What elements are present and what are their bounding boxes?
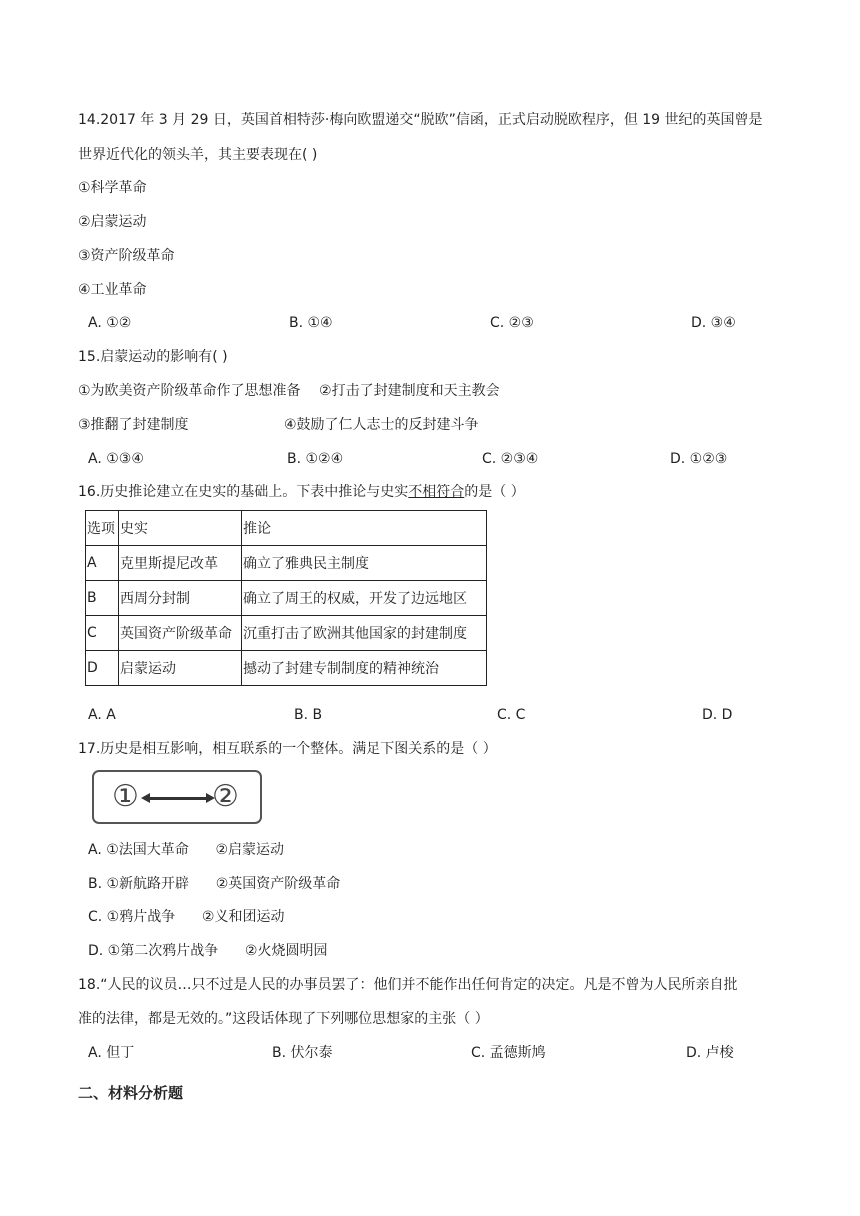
table-cell: 克里斯提尼改革 [119, 546, 242, 581]
table-cell: C [86, 616, 119, 651]
diagram-node-2: ② [212, 779, 239, 814]
q15-item-3: ③推翻了封建制度 [78, 417, 189, 433]
q16-option-d[interactable]: D. D [702, 707, 733, 723]
q16-table [85, 510, 487, 686]
q15-options [88, 449, 788, 469]
table-header-cell: 史实 [119, 511, 242, 546]
q14-stem-line1: 14.2017 年 3 月 29 日，英国首相特莎·梅向欧盟递交“脱欧”信函，正式启动脱欧程序，但 19 世纪的英国曾是 [78, 112, 763, 128]
table-row [86, 651, 487, 686]
table-header-cell: 推论 [242, 511, 487, 546]
table-cell: 确立了雅典民主制度 [242, 546, 487, 581]
q15-option-d[interactable]: D. ①②③ [670, 451, 728, 467]
section-heading: 二、材料分析题 [78, 1084, 184, 1102]
table-cell: 西周分封制 [119, 581, 242, 616]
q14-option-a[interactable]: A. ①② [88, 315, 132, 331]
q15-option-b[interactable]: B. ①②④ [287, 451, 344, 467]
q14-option-b[interactable]: B. ①④ [289, 315, 333, 331]
q14-stem-line2: 世界近代化的领头羊，其主要表现在( ) [78, 147, 318, 163]
q18-stem-line1: 18.“人民的议员…只不过是人民的办事员罢了：他们并不能作出任何肯定的决定。凡是不曾为人民所亲自批 [78, 977, 738, 993]
table-cell: 确立了周王的权威，开发了边远地区 [242, 581, 487, 616]
q16-option-b[interactable]: B. B [294, 707, 323, 723]
table-cell: D [86, 651, 119, 686]
q16-stem-underline: 不相符合 [408, 484, 465, 500]
q18-options [88, 1043, 788, 1063]
q18-option-d[interactable]: D. 卢梭 [686, 1045, 734, 1061]
table-header-cell: 选项 [86, 511, 119, 546]
diagram-node-1: ① [112, 779, 139, 814]
q14-item-3: ③资产阶级革命 [78, 248, 175, 264]
q18-stem-line2: 准的法律，都是无效的。”这段话体现了下列哪位思想家的主张（ ） [78, 1011, 489, 1027]
q14-item-2: ②启蒙运动 [78, 214, 147, 230]
q17-option-b[interactable]: B. ①新航路开辟 ②英国资产阶级革命 [88, 876, 341, 892]
q16-option-a[interactable]: A. A [88, 707, 116, 723]
q15-items-row1 [78, 381, 500, 401]
q17-relation-diagram [92, 770, 262, 824]
q15-option-a[interactable]: A. ①③④ [88, 451, 144, 467]
q15-item-2: ②打击了封建制度和天主教会 [319, 383, 500, 399]
q17-option-d[interactable]: D. ①第二次鸦片战争 ②火烧圆明园 [88, 943, 328, 959]
q15-item-4: ④鼓励了仁人志士的反封建斗争 [284, 417, 479, 433]
q17-option-c[interactable]: C. ①鸦片战争 ②义和团运动 [88, 909, 285, 925]
q16-stem-post: 的是（ ） [464, 484, 525, 500]
table-row [86, 581, 487, 616]
q18-option-a[interactable]: A. 但丁 [88, 1045, 135, 1061]
q16-option-c[interactable]: C. C [497, 707, 526, 723]
table-cell: 撼动了封建专制制度的精神统治 [242, 651, 487, 686]
q18-option-c[interactable]: C. 孟德斯鸠 [471, 1045, 546, 1061]
q18-option-b[interactable]: B. 伏尔泰 [272, 1045, 333, 1061]
q15-stem: 15.启蒙运动的影响有( ) [78, 349, 228, 365]
q15-option-c[interactable]: C. ②③④ [482, 451, 539, 467]
table-cell: A [86, 546, 119, 581]
q14-item-1: ①科学革命 [78, 180, 147, 196]
q17-stem: 17.历史是相互影响，相互联系的一个整体。满足下图关系的是（ ） [78, 741, 497, 757]
table-row [86, 546, 487, 581]
table-cell: 沉重打击了欧洲其他国家的封建制度 [242, 616, 487, 651]
q16-stem [78, 482, 525, 502]
double-arrow-icon [148, 797, 208, 800]
q14-item-4: ④工业革命 [78, 282, 147, 298]
table-cell: 英国资产阶级革命 [119, 616, 242, 651]
table-row [86, 616, 487, 651]
q15-item-1: ①为欧美资产阶级革命作了思想准备 [78, 383, 301, 399]
q16-options [88, 705, 788, 725]
q14-option-d[interactable]: D. ③④ [691, 315, 736, 331]
q16-stem-pre: 16.历史推论建立在史实的基础上。下表中推论与史实 [78, 484, 409, 500]
q14-option-c[interactable]: C. ②③ [490, 315, 534, 331]
table-cell: 启蒙运动 [119, 651, 242, 686]
q15-items-row2 [78, 415, 479, 435]
table-header-row [86, 511, 487, 546]
table-cell: B [86, 581, 119, 616]
q17-option-a[interactable]: A. ①法国大革命 ②启蒙运动 [88, 842, 285, 858]
q14-options [88, 313, 788, 333]
